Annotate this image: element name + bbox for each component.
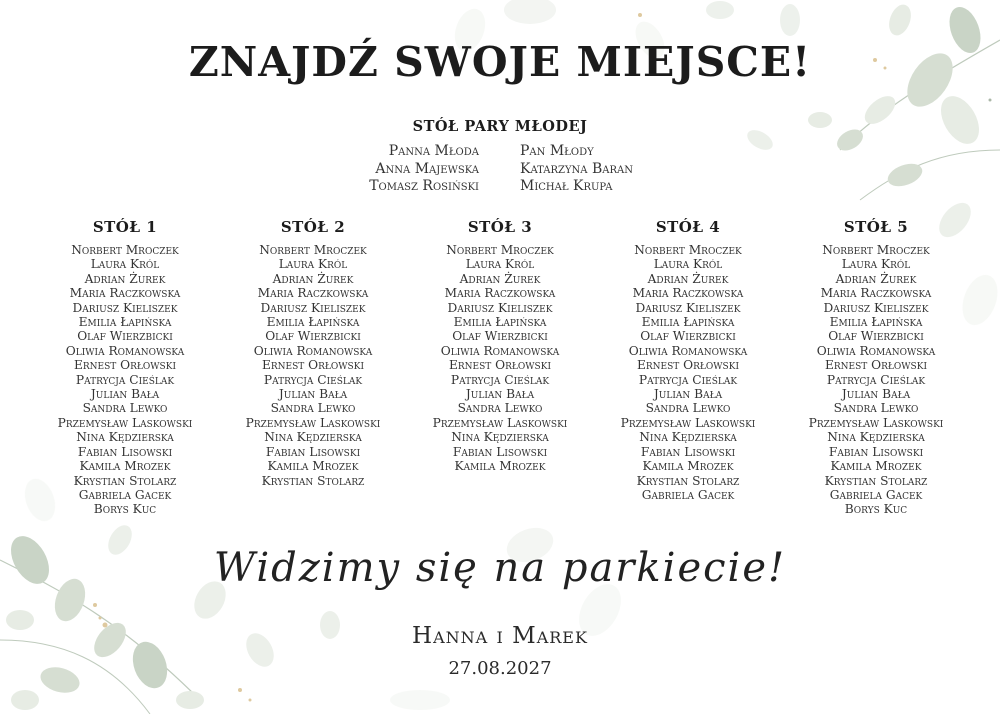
- table-column-2: [219, 218, 407, 488]
- guest-name: Norbert Mroczek: [822, 243, 930, 257]
- guest-name: Borys Kuc: [844, 502, 908, 517]
- guest-name: Olaf Wierzbicki: [77, 329, 173, 344]
- guest-name: Norbert Mroczek: [634, 243, 742, 257]
- guest-name: Julian Bała: [841, 387, 911, 402]
- head-table-title: STÓŁ PARY MŁODEJ: [412, 118, 588, 135]
- table-column-3: [406, 218, 594, 474]
- guest-name: Patrycja Cieślak: [826, 372, 926, 387]
- guest-name: Krystian Stolarz: [636, 473, 740, 488]
- guest-name: Fabian Lisowski: [828, 444, 924, 459]
- guest-name: Olaf Wierzbicki: [828, 329, 924, 344]
- head-table-guest: Michał Krupa: [520, 178, 613, 195]
- guest-name: Przemysław Laskowski: [620, 415, 756, 430]
- guest-name: Oliwia Romanowska: [628, 343, 748, 358]
- guest-name: Patrycja Cieślak: [75, 372, 175, 387]
- guest-name: Przemysław Laskowski: [57, 415, 193, 430]
- guest-name: Norbert Mroczek: [259, 243, 367, 257]
- guest-name: Krystian Stolarz: [73, 473, 177, 488]
- guest-name: Maria Raczkowska: [444, 286, 556, 301]
- guest-name: Ernest Orłowski: [636, 358, 740, 373]
- guest-name: Sandra Lewko: [833, 401, 919, 416]
- guest-name: Ernest Orłowski: [261, 358, 365, 373]
- guest-name: Julian Bała: [653, 387, 723, 402]
- guest-name: Norbert Mroczek: [446, 243, 554, 257]
- guest-name: Patrycja Cieślak: [638, 372, 738, 387]
- guest-name: Kamila Mrozek: [830, 459, 922, 474]
- table-title: STÓŁ 3: [467, 218, 533, 236]
- guest-name: Gabriela Gacek: [829, 487, 923, 502]
- guest-name: Nina Kędzierska: [451, 430, 549, 445]
- head-table-guest: Anna Majewska: [375, 160, 479, 177]
- guest-name: Dariusz Kieliszek: [260, 300, 366, 315]
- guest-name: Nina Kędzierska: [264, 430, 362, 445]
- guest-name: Przemysław Laskowski: [808, 415, 944, 430]
- guest-name: Ernest Orłowski: [824, 358, 928, 373]
- head-table-guest: Pan Młody: [520, 143, 594, 159]
- guest-name: Emilia Łapińska: [829, 315, 923, 330]
- head-table-left-column: [369, 143, 479, 196]
- tables-grid: [0, 218, 1000, 518]
- guest-name: Adrian Żurek: [459, 271, 541, 286]
- guest-name: Przemysław Laskowski: [245, 415, 381, 430]
- table-column-4: [594, 218, 782, 502]
- guest-name: Kamila Mrozek: [642, 459, 734, 474]
- guest-name: Fabian Lisowski: [452, 444, 548, 459]
- guest-name: Krystian Stolarz: [824, 473, 928, 488]
- guest-name: Kamila Mrozek: [454, 459, 546, 474]
- guest-name: Julian Bała: [278, 387, 348, 402]
- guest-name: Dariusz Kieliszek: [823, 300, 929, 315]
- guest-name: Adrian Żurek: [835, 271, 917, 286]
- guest-name: Laura Król: [278, 257, 348, 272]
- guest-name: Emilia Łapińska: [453, 315, 547, 330]
- guest-name: Borys Kuc: [93, 502, 157, 517]
- guest-name: Przemysław Laskowski: [432, 415, 568, 430]
- guest-name: Sandra Lewko: [645, 401, 731, 416]
- guest-name: Norbert Mroczek: [71, 243, 179, 257]
- head-table-guest: Tomasz Rosiński: [369, 178, 479, 195]
- guest-name: Maria Raczkowska: [820, 286, 932, 301]
- guest-name: Julian Bała: [90, 387, 160, 402]
- guest-name: Kamila Mrozek: [267, 459, 359, 474]
- guest-name: Adrian Żurek: [647, 271, 729, 286]
- guest-name: Gabriela Gacek: [641, 487, 735, 502]
- guest-name: Maria Raczkowska: [69, 286, 181, 301]
- guest-name: Maria Raczkowska: [632, 286, 744, 301]
- guest-name: Laura Król: [90, 257, 160, 272]
- guest-name: Laura Król: [841, 257, 911, 272]
- table-column-5: [782, 218, 970, 517]
- page-title: ZNAJDŹ SWOJE MIEJSCE!: [188, 38, 812, 86]
- guest-name: Oliwia Romanowska: [440, 343, 560, 358]
- table-title: STÓŁ 4: [655, 218, 721, 236]
- guest-name: Oliwia Romanowska: [65, 343, 185, 358]
- guest-name: Krystian Stolarz: [261, 473, 365, 488]
- guest-name: Fabian Lisowski: [640, 444, 736, 459]
- table-column-1: [31, 218, 219, 517]
- guest-name: Oliwia Romanowska: [253, 343, 373, 358]
- guest-name: Adrian Żurek: [272, 271, 354, 286]
- table-title: STÓŁ 5: [843, 218, 909, 236]
- head-table-guest: Katarzyna Baran: [520, 160, 633, 177]
- guest-name: Emilia Łapińska: [266, 315, 360, 330]
- guest-name: Nina Kędzierska: [827, 430, 925, 445]
- guest-name: Olaf Wierzbicki: [265, 329, 361, 344]
- guest-name: Fabian Lisowski: [265, 444, 361, 459]
- guest-name: Fabian Lisowski: [77, 444, 173, 459]
- guest-name: Olaf Wierzbicki: [452, 329, 548, 344]
- guest-name: Oliwia Romanowska: [816, 343, 936, 358]
- guest-name: Emilia Łapińska: [78, 315, 172, 330]
- guest-name: Emilia Łapińska: [641, 315, 735, 330]
- head-table-guest: Panna Młoda: [388, 143, 479, 159]
- guest-name: Kamila Mrozek: [79, 459, 171, 474]
- guest-name: Adrian Żurek: [84, 271, 166, 286]
- guest-name: Laura Król: [653, 257, 723, 272]
- guest-name: Patrycja Cieślak: [450, 372, 550, 387]
- couple-names: Hanna i Marek: [412, 623, 588, 649]
- guest-name: Dariusz Kieliszek: [447, 300, 553, 315]
- guest-name: Ernest Orłowski: [448, 358, 552, 373]
- table-title: STÓŁ 2: [280, 218, 346, 236]
- guest-name: Nina Kędzierska: [76, 430, 174, 445]
- guest-name: Sandra Lewko: [457, 401, 543, 416]
- guest-name: Nina Kędzierska: [639, 430, 737, 445]
- guest-name: Maria Raczkowska: [257, 286, 369, 301]
- guest-name: Sandra Lewko: [270, 401, 356, 416]
- guest-name: Julian Bała: [465, 387, 535, 402]
- head-table-right-column: [520, 143, 633, 196]
- dance-floor-message: Widzimy się na parkiecie!: [213, 545, 787, 591]
- guest-name: Patrycja Cieślak: [263, 372, 363, 387]
- guest-name: Dariusz Kieliszek: [635, 300, 741, 315]
- guest-name: Sandra Lewko: [82, 401, 168, 416]
- table-title: STÓŁ 1: [92, 218, 158, 236]
- guest-name: Gabriela Gacek: [78, 487, 172, 502]
- guest-name: Laura Król: [465, 257, 535, 272]
- wedding-date: 27.08.2027: [448, 658, 552, 679]
- guest-name: Olaf Wierzbicki: [640, 329, 736, 344]
- guest-name: Dariusz Kieliszek: [72, 300, 178, 315]
- guest-name: Ernest Orłowski: [73, 358, 177, 373]
